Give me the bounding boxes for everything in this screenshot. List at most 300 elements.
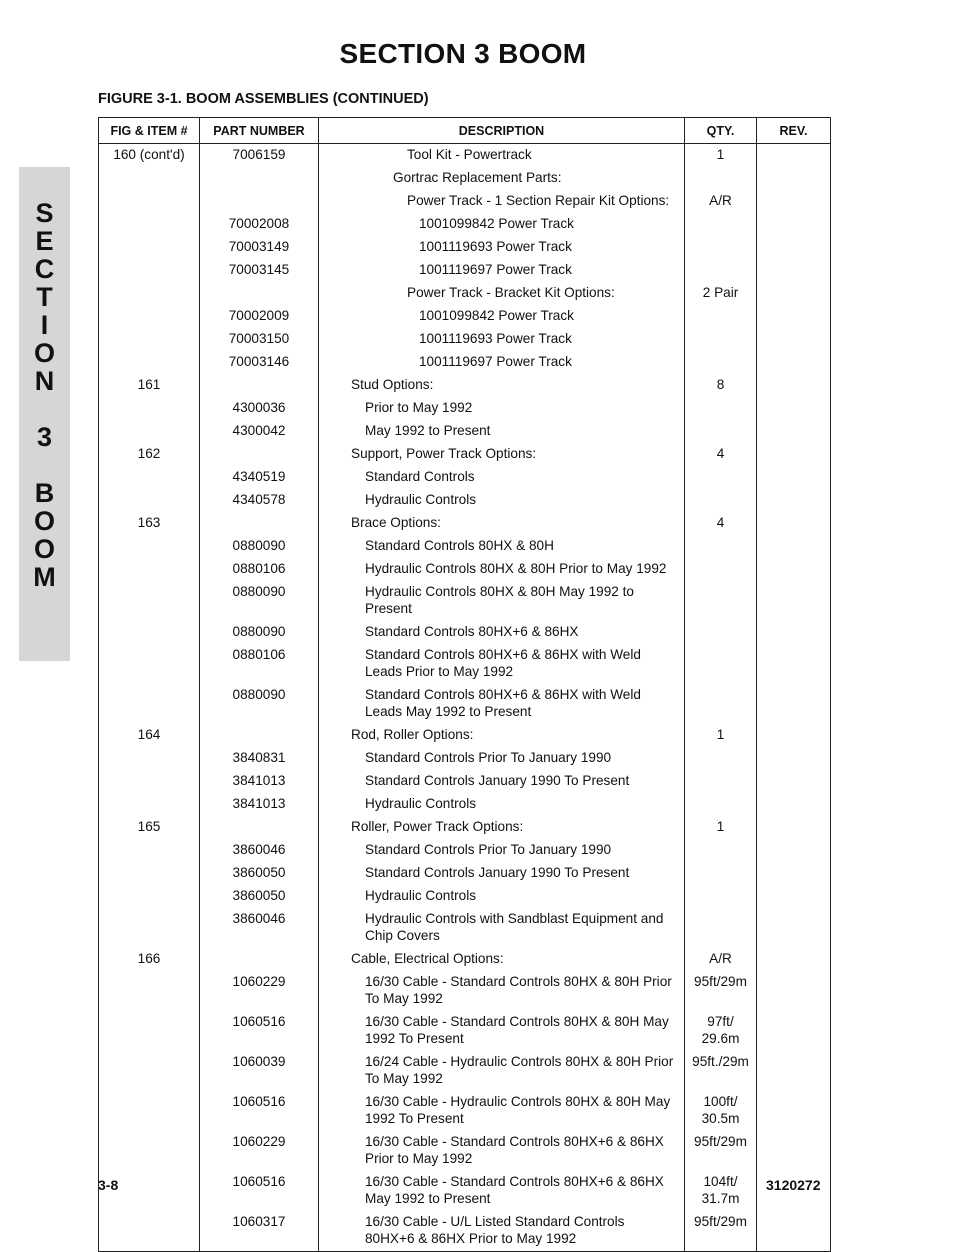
part-number-text: 70002009 <box>228 308 290 323</box>
part-number-cell <box>200 862 319 885</box>
qty-line: A/R <box>709 951 732 966</box>
filler-cell <box>200 1251 319 1252</box>
qty-cell <box>685 1131 757 1171</box>
side-tab-gap <box>19 395 70 423</box>
description-cell <box>319 948 685 971</box>
description-cell <box>319 581 685 621</box>
fig-item-cell <box>99 512 200 535</box>
qty-cell <box>685 1211 757 1251</box>
part-number-text: 0880090 <box>232 687 286 702</box>
fig-item-cell <box>99 839 200 862</box>
qty-cell <box>685 167 757 190</box>
qty-cell <box>685 862 757 885</box>
side-tab-letter: N <box>34 366 55 396</box>
part-number-text: 1060229 <box>232 974 286 989</box>
description-cell <box>319 535 685 558</box>
section-title: SECTION 3 BOOM <box>339 38 587 69</box>
table-row <box>99 770 831 793</box>
qty-cell <box>685 305 757 328</box>
description-line: Standard Controls Prior To January 1990 <box>365 750 612 765</box>
description-cell <box>319 374 685 397</box>
part-number-cell <box>200 512 319 535</box>
qty-cell <box>685 144 757 168</box>
table-row <box>99 1171 831 1211</box>
description-cell <box>319 190 685 213</box>
part-number-cell <box>200 1211 319 1251</box>
fig-item-cell <box>99 862 200 885</box>
qty-line: 8 <box>716 377 725 392</box>
rev-cell <box>757 420 831 443</box>
part-number-cell <box>200 397 319 420</box>
part-number-text: 4300036 <box>232 400 286 415</box>
rev-cell <box>757 1091 831 1131</box>
part-number-text: 3841013 <box>232 773 286 788</box>
part-number-text: 70003149 <box>228 239 290 254</box>
rev-cell <box>757 282 831 305</box>
description-cell <box>319 558 685 581</box>
fig-item-cell <box>99 747 200 770</box>
description-cell <box>319 1091 685 1131</box>
table-row <box>99 282 831 305</box>
part-number-text: 0880090 <box>232 538 286 553</box>
qty-cell <box>685 443 757 466</box>
table-row <box>99 558 831 581</box>
fig-item-cell <box>99 1011 200 1051</box>
part-number-text: 70002008 <box>228 216 290 231</box>
parts-table <box>98 117 831 1252</box>
part-number-cell <box>200 558 319 581</box>
description-cell <box>319 793 685 816</box>
description-line: Prior to May 1992 <box>365 1151 473 1166</box>
part-number-cell <box>200 305 319 328</box>
part-number-text: 3860046 <box>232 842 286 857</box>
description-cell <box>319 747 685 770</box>
table-row <box>99 213 831 236</box>
table-row <box>99 259 831 282</box>
table-row <box>99 443 831 466</box>
qty-cell <box>685 971 757 1011</box>
description-cell <box>319 351 685 374</box>
fig-item-cell <box>99 351 200 374</box>
side-tab-letter: B <box>34 478 55 508</box>
table-row <box>99 621 831 644</box>
header-description: DESCRIPTION <box>319 118 685 144</box>
description-cell <box>319 236 685 259</box>
part-number-text: 1060516 <box>232 1094 286 1109</box>
table-row <box>99 948 831 971</box>
table-row <box>99 581 831 621</box>
fig-item-text: 164 <box>137 727 161 742</box>
page-number: 3-8 <box>98 1177 119 1193</box>
part-number-cell <box>200 1131 319 1171</box>
description-line: Standard Controls <box>365 469 475 484</box>
description-line: Standard Controls 80HX+6 & 86HX with Weld <box>365 647 641 662</box>
fig-item-cell <box>99 466 200 489</box>
qty-cell <box>685 512 757 535</box>
part-number-text: 0880106 <box>232 647 286 662</box>
description-cell <box>319 644 685 684</box>
qty-cell <box>685 1091 757 1131</box>
part-number-cell <box>200 259 319 282</box>
qty-cell <box>685 747 757 770</box>
rev-cell <box>757 885 831 908</box>
fig-item-cell <box>99 621 200 644</box>
fig-item-cell <box>99 213 200 236</box>
fig-item-cell <box>99 1131 200 1171</box>
table-row <box>99 328 831 351</box>
side-tab-gap <box>19 451 70 479</box>
table-row <box>99 420 831 443</box>
description-cell <box>319 839 685 862</box>
description-cell <box>319 885 685 908</box>
table-header-row <box>99 118 831 144</box>
part-number-cell <box>200 236 319 259</box>
table-row <box>99 724 831 747</box>
part-number-text: 3841013 <box>232 796 286 811</box>
filler-cell <box>685 1251 757 1252</box>
fig-item-cell <box>99 397 200 420</box>
fig-item-cell <box>99 816 200 839</box>
part-number-text: 4300042 <box>232 423 286 438</box>
description-line: Leads Prior to May 1992 <box>365 664 514 679</box>
description-cell <box>319 908 685 948</box>
rev-cell <box>757 747 831 770</box>
part-number-cell <box>200 1051 319 1091</box>
description-cell <box>319 621 685 644</box>
table-row <box>99 644 831 684</box>
table-row <box>99 862 831 885</box>
fig-item-cell <box>99 908 200 948</box>
qty-cell <box>685 259 757 282</box>
qty-line: 1 <box>716 147 725 162</box>
description-line: 16/30 Cable - Standard Controls 80HX & 80H Prior <box>365 974 672 989</box>
description-line: Stud Options: <box>351 377 434 392</box>
part-number-text: 1060039 <box>232 1054 286 1069</box>
side-tab-letter: S <box>35 198 54 228</box>
qty-cell <box>685 282 757 305</box>
description-cell <box>319 1051 685 1091</box>
part-number-cell <box>200 770 319 793</box>
description-line: 1001119697 Power Track <box>419 354 572 369</box>
rev-cell <box>757 644 831 684</box>
table-row <box>99 535 831 558</box>
qty-line: 95ft/29m <box>694 974 747 989</box>
figure-title: FIGURE 3-1. BOOM ASSEMBLIES (CONTINUED) <box>98 91 429 107</box>
part-number-text: 3860050 <box>232 865 286 880</box>
rev-cell <box>757 971 831 1011</box>
part-number-cell <box>200 684 319 724</box>
part-number-text: 7006159 <box>232 147 286 162</box>
part-number-cell <box>200 1091 319 1131</box>
qty-cell <box>685 885 757 908</box>
description-line: Rod, Roller Options: <box>351 727 474 742</box>
description-line: Hydraulic Controls <box>365 492 477 507</box>
fig-item-text: 165 <box>137 819 161 834</box>
rev-cell <box>757 535 831 558</box>
description-line: To May 1992 <box>365 1071 443 1086</box>
part-number-text: 1060516 <box>232 1174 286 1189</box>
description-line: 16/30 Cable - Hydraulic Controls 80HX & 80H May <box>365 1094 671 1109</box>
fig-item-cell <box>99 236 200 259</box>
part-number-cell <box>200 144 319 168</box>
description-line: 16/24 Cable - Hydraulic Controls 80HX & 80H Prior <box>365 1054 674 1069</box>
fig-item-cell <box>99 581 200 621</box>
description-cell <box>319 213 685 236</box>
rev-cell <box>757 351 831 374</box>
description-cell <box>319 684 685 724</box>
description-line: Roller, Power Track Options: <box>351 819 524 834</box>
rev-cell <box>757 724 831 747</box>
rev-cell <box>757 581 831 621</box>
description-line: Gortrac Replacement Parts: <box>393 170 562 185</box>
fig-item-cell <box>99 793 200 816</box>
qty-cell <box>685 466 757 489</box>
description-line: Prior to May 1992 <box>365 400 473 415</box>
description-cell <box>319 816 685 839</box>
header-rev: REV. <box>757 118 831 144</box>
qty-line: 100ft/ <box>703 1094 738 1109</box>
qty-cell <box>685 839 757 862</box>
rev-cell <box>757 305 831 328</box>
side-tab-letter: O <box>33 338 55 368</box>
table-row <box>99 1091 831 1131</box>
side-tab-letter: C <box>34 254 55 284</box>
rev-cell <box>757 466 831 489</box>
rev-cell <box>757 489 831 512</box>
fig-item-cell <box>99 259 200 282</box>
part-number-cell <box>200 282 319 305</box>
fig-item-cell <box>99 282 200 305</box>
fig-item-text: 161 <box>137 377 161 392</box>
qty-cell <box>685 724 757 747</box>
description-line: 1001119697 Power Track <box>419 262 572 277</box>
rev-cell <box>757 770 831 793</box>
rev-cell <box>757 908 831 948</box>
fig-item-cell <box>99 305 200 328</box>
description-line: Hydraulic Controls <box>365 888 477 903</box>
rev-cell <box>757 374 831 397</box>
part-number-cell <box>200 1011 319 1051</box>
fig-item-cell <box>99 644 200 684</box>
description-cell <box>319 1131 685 1171</box>
table-row <box>99 351 831 374</box>
table-row <box>99 793 831 816</box>
qty-line: 95ft./29m <box>692 1054 749 1069</box>
part-number-cell <box>200 747 319 770</box>
part-number-cell <box>200 839 319 862</box>
table-row <box>99 1051 831 1091</box>
part-number-cell <box>200 644 319 684</box>
table-row <box>99 839 831 862</box>
fig-item-cell <box>99 489 200 512</box>
part-number-cell <box>200 190 319 213</box>
description-line: Standard Controls 80HX & 80H <box>365 538 554 553</box>
part-number-text: 1060516 <box>232 1014 286 1029</box>
rev-cell <box>757 684 831 724</box>
qty-line: 104ft/ <box>703 1174 738 1189</box>
qty-cell <box>685 948 757 971</box>
description-line: Power Track - Bracket Kit Options: <box>407 285 615 300</box>
table-row <box>99 236 831 259</box>
description-line: Hydraulic Controls <box>365 796 477 811</box>
description-line: Hydraulic Controls 80HX & 80H May 1992 to <box>365 584 634 599</box>
fig-item-text: 166 <box>137 951 161 966</box>
part-number-text: 1060317 <box>232 1214 286 1229</box>
document-number: 3120272 <box>766 1177 821 1193</box>
fig-item-cell <box>99 374 200 397</box>
table-row <box>99 489 831 512</box>
part-number-cell <box>200 489 319 512</box>
qty-line: 97ft/ <box>707 1014 734 1029</box>
description-line: To May 1992 <box>365 991 443 1006</box>
description-line: 1992 To Present <box>365 1031 464 1046</box>
part-number-cell <box>200 948 319 971</box>
part-number-cell <box>200 328 319 351</box>
description-line: Standard Controls 80HX+6 & 86HX <box>365 624 579 639</box>
part-number-cell <box>200 885 319 908</box>
part-number-cell <box>200 1171 319 1211</box>
description-line: May 1992 to Present <box>365 423 491 438</box>
filler-cell <box>319 1251 685 1252</box>
fig-item-text: 160 (cont'd) <box>113 147 185 162</box>
part-number-text: 0880090 <box>232 624 286 639</box>
fig-item-cell <box>99 885 200 908</box>
side-tab-letter: O <box>33 534 55 564</box>
qty-cell <box>685 770 757 793</box>
qty-line: 4 <box>716 515 725 530</box>
fig-item-cell <box>99 167 200 190</box>
rev-cell <box>757 259 831 282</box>
rev-cell <box>757 862 831 885</box>
part-number-cell <box>200 535 319 558</box>
description-cell <box>319 1011 685 1051</box>
rev-cell <box>757 397 831 420</box>
part-number-text: 3860046 <box>232 911 286 926</box>
qty-line: 4 <box>716 446 725 461</box>
description-cell <box>319 144 685 168</box>
qty-cell <box>685 644 757 684</box>
fig-item-cell <box>99 190 200 213</box>
rev-cell <box>757 190 831 213</box>
table-row <box>99 908 831 948</box>
fig-item-cell <box>99 948 200 971</box>
qty-line: 29.6m <box>701 1031 740 1046</box>
rev-cell <box>757 816 831 839</box>
description-line: Cable, Electrical Options: <box>351 951 504 966</box>
rev-cell <box>757 621 831 644</box>
fig-item-cell <box>99 1051 200 1091</box>
description-cell <box>319 420 685 443</box>
part-number-text: 70003145 <box>228 262 290 277</box>
filler-cell <box>757 1251 831 1252</box>
header-fig-item: FIG & ITEM # <box>99 118 200 144</box>
table-row <box>99 971 831 1011</box>
qty-cell <box>685 489 757 512</box>
table-row <box>99 167 831 190</box>
qty-cell <box>685 236 757 259</box>
rev-cell <box>757 443 831 466</box>
rev-cell <box>757 144 831 168</box>
rev-cell <box>757 839 831 862</box>
part-number-text: 4340578 <box>232 492 286 507</box>
description-line: 1001119693 Power Track <box>419 331 572 346</box>
part-number-text: 70003150 <box>228 331 290 346</box>
description-line: Power Track - 1 Section Repair Kit Options: <box>407 193 670 208</box>
parts-table-body <box>99 144 831 1252</box>
qty-cell <box>685 1171 757 1211</box>
rev-cell <box>757 236 831 259</box>
description-line: Present <box>365 601 412 616</box>
table-row <box>99 512 831 535</box>
fig-item-cell <box>99 535 200 558</box>
description-line: Hydraulic Controls 80HX & 80H Prior to May 1992 <box>365 561 667 576</box>
description-line: Tool Kit - Powertrack <box>407 147 532 162</box>
description-line: Leads May 1992 to Present <box>365 704 532 719</box>
qty-cell <box>685 374 757 397</box>
qty-cell <box>685 328 757 351</box>
qty-cell <box>685 1051 757 1091</box>
table-row <box>99 885 831 908</box>
part-number-cell <box>200 581 319 621</box>
part-number-cell <box>200 374 319 397</box>
qty-cell <box>685 908 757 948</box>
part-number-text: 3860050 <box>232 888 286 903</box>
qty-cell <box>685 213 757 236</box>
qty-line: 2 Pair <box>702 285 739 300</box>
description-cell <box>319 259 685 282</box>
qty-line: 95ft/29m <box>694 1214 747 1229</box>
description-cell <box>319 489 685 512</box>
qty-line: 30.5m <box>701 1111 740 1126</box>
table-row <box>99 144 831 168</box>
description-cell <box>319 770 685 793</box>
description-line: 1992 To Present <box>365 1111 464 1126</box>
part-number-cell <box>200 793 319 816</box>
qty-line: 31.7m <box>701 1191 740 1206</box>
side-tab-letter: O <box>33 506 55 536</box>
description-line: Standard Controls January 1990 To Present <box>365 773 630 788</box>
table-filler-row <box>99 1251 831 1252</box>
fig-item-cell <box>99 770 200 793</box>
rev-cell <box>757 793 831 816</box>
description-line: 1001099842 Power Track <box>419 216 574 231</box>
description-line: Support, Power Track Options: <box>351 446 537 461</box>
part-number-cell <box>200 167 319 190</box>
qty-cell <box>685 190 757 213</box>
fig-item-cell <box>99 724 200 747</box>
table-row <box>99 374 831 397</box>
table-row <box>99 466 831 489</box>
rev-cell <box>757 558 831 581</box>
qty-cell <box>685 397 757 420</box>
qty-cell <box>685 558 757 581</box>
qty-cell <box>685 816 757 839</box>
table-row <box>99 1211 831 1251</box>
qty-cell <box>685 535 757 558</box>
fig-item-cell <box>99 1091 200 1131</box>
table-row <box>99 305 831 328</box>
fig-item-cell <box>99 558 200 581</box>
description-line: 80HX+6 & 86HX Prior to May 1992 <box>365 1231 577 1246</box>
part-number-cell <box>200 908 319 948</box>
side-tab-letters <box>19 199 70 591</box>
rev-cell <box>757 512 831 535</box>
description-line: 16/30 Cable - Standard Controls 80HX+6 & 86HX <box>365 1134 664 1149</box>
table-row <box>99 1131 831 1171</box>
part-number-text: 3840831 <box>232 750 286 765</box>
description-line: Standard Controls January 1990 To Present <box>365 865 630 880</box>
part-number-text: 0880090 <box>232 584 286 599</box>
